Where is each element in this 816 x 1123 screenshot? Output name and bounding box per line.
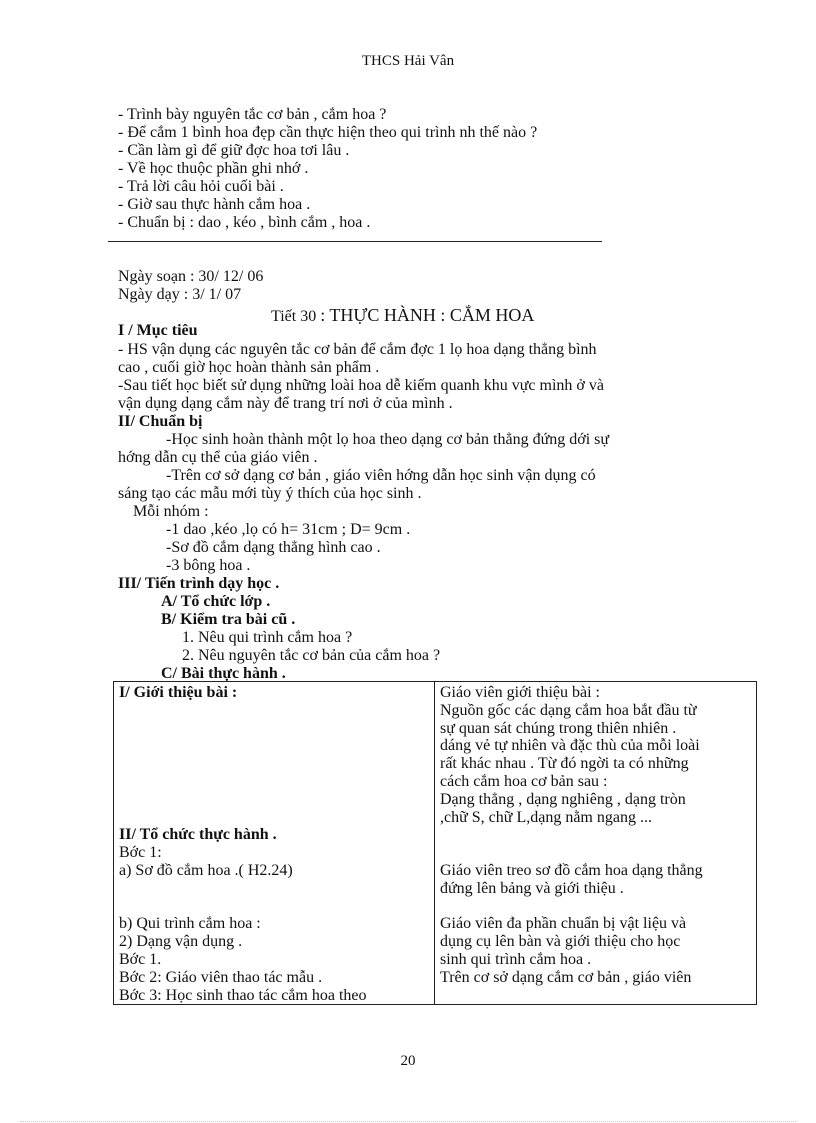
- group-item: -3 bông hoa .: [166, 557, 251, 574]
- group-item: -1 dao ,kéo ,lọ có h= 31cm ; D= 9cm .: [166, 521, 411, 538]
- content-line: đứng lên bảng và giới thiệu .: [440, 879, 624, 897]
- preparation-line: sáng tạo các mẫu mới tùy ý thích của học sinh .: [118, 485, 422, 502]
- objective-line: -Sau tiết học biết sử dụng những loài hoa dễ kiếm quanh khu vực mình ở và: [118, 377, 604, 394]
- step-line: Bớc 3: Học sinh thao tác cắm hoa theo: [119, 986, 367, 1004]
- content-line: rất khác nhau . Từ đó ngời ta có những: [440, 755, 689, 773]
- preparation-line: -Học sinh hoàn thành một lọ hoa theo dạng cơ bản thẳng đứng dới sự: [166, 431, 610, 448]
- objective-line: - HS vận dụng các nguyên tắc cơ bản để cắm đợc 1 lọ hoa dạng thẳng bình: [118, 341, 597, 358]
- content-line: Nguồn gốc các dạng cắm hoa bắt đầu từ: [440, 701, 697, 719]
- group-item: -Sơ đồ cắm dạng thẳng hình cao .: [166, 539, 381, 556]
- content-line: sinh qui trình cắm hoa .: [440, 950, 592, 968]
- lesson-name: : THỰC HÀNH : CẮM HOA: [320, 305, 535, 325]
- objective-line: vận dụng dạng cắm này để trang trí nơi ở của mình .: [118, 395, 453, 412]
- section-preparation-heading: II/ Chuẩn bị: [118, 413, 203, 430]
- step-line: a) Sơ đồ cắm hoa .( H2.24): [119, 861, 293, 879]
- lesson-title: [271, 304, 534, 328]
- review-item: - Về học thuộc phần ghi nhớ .: [118, 160, 309, 177]
- objective-line: cao , cuối giờ học hoàn thành sản phẩm .: [118, 359, 380, 376]
- preparation-line: hớng dẫn cụ thể của giáo viên .: [118, 449, 318, 466]
- content-line: ,chữ S, chữ L,dạng nằm ngang ...: [440, 808, 652, 826]
- review-question: 1. Nêu qui trình cắm hoa ?: [182, 629, 353, 646]
- prepared-date: Ngày soạn : 30/ 12/ 06: [118, 268, 264, 285]
- content-line: Giáo viên treo sơ đồ cắm hoa dạng thẳng: [440, 861, 703, 879]
- content-line: dáng vẻ tự nhiên và đặc thù của mỗi loài: [440, 737, 700, 755]
- page-header: THCS Hải Vân: [361, 53, 455, 69]
- content-line: cách cắm hoa cơ bản sau :: [440, 772, 608, 790]
- step-line: 2) Dạng vận dụng .: [119, 933, 243, 951]
- review-item: - Cần làm gì để giữ đợc hoa tơi lâu .: [118, 142, 350, 159]
- content-column: [435, 682, 757, 1005]
- intro-heading: I/ Giới thiệu bài :: [119, 684, 238, 701]
- review-item: - Chuẩn bị : dao , kéo , bình cắm , hoa .: [118, 214, 371, 231]
- review-item: - Giờ sau thực hành cắm hoa .: [118, 196, 311, 213]
- section-process-heading: III/ Tiến trình dạy học .: [118, 575, 280, 592]
- lesson-table: [113, 681, 757, 1005]
- content-line: sự quan sát chúng trong thiên nhiên .: [440, 719, 677, 737]
- subsection-practice: C/ Bài thực hành .: [161, 665, 286, 682]
- content-line: Dạng thẳng , dạng nghiêng , dạng tròn: [440, 790, 686, 808]
- step-line: Bớc 2: Giáo viên thao tác mẫu .: [119, 968, 323, 986]
- content-line: Trên cơ sở dạng cắm cơ bản , giáo viên: [440, 968, 692, 986]
- review-item: - Trình bày nguyên tắc cơ bản , cắm hoa ?: [118, 106, 387, 123]
- review-item: - Để cắm 1 bình hoa đẹp cần thực hiện theo qui trình nh thế nào ?: [118, 124, 538, 141]
- page-number: 20: [400, 1053, 416, 1069]
- teacher-activity-column: [114, 682, 435, 1005]
- section-objectives-heading: I / Mục tiêu: [118, 322, 198, 339]
- preparation-line: -Trên cơ sở dạng cơ bản , giáo viên hớng dẫn học sinh vận dụng có: [166, 467, 596, 484]
- review-item: - Trả lời câu hỏi cuối bài .: [118, 178, 284, 195]
- group-label: Mỗi nhóm :: [133, 503, 209, 520]
- step-line: Bớc 1:: [119, 844, 162, 862]
- table-row: [114, 682, 757, 1005]
- content-line: Giáo viên đa phần chuẩn bị vật liệu và: [440, 915, 687, 933]
- content-line: dụng cụ lên bàn và giới thiệu cho học: [440, 933, 681, 951]
- step-line: b) Qui trình cắm hoa :: [119, 915, 261, 933]
- practice-heading: II/ Tổ chức thực hành .: [119, 826, 277, 844]
- taught-date: Ngày dạy : 3/ 1/ 07: [118, 286, 242, 303]
- separator-line: [108, 241, 602, 242]
- review-question: 2. Nêu nguyên tắc cơ bản của cắm hoa ?: [182, 647, 441, 664]
- subsection-class-organization: A/ Tổ chức lớp .: [161, 593, 271, 610]
- step-line: Bớc 1.: [119, 950, 162, 968]
- page-edge-divider: [20, 1121, 796, 1122]
- lesson-period: Tiết 30: [271, 308, 317, 325]
- subsection-review: B/ Kiểm tra bài cũ .: [161, 611, 296, 628]
- content-line: Giáo viên giới thiệu bài :: [440, 684, 600, 701]
